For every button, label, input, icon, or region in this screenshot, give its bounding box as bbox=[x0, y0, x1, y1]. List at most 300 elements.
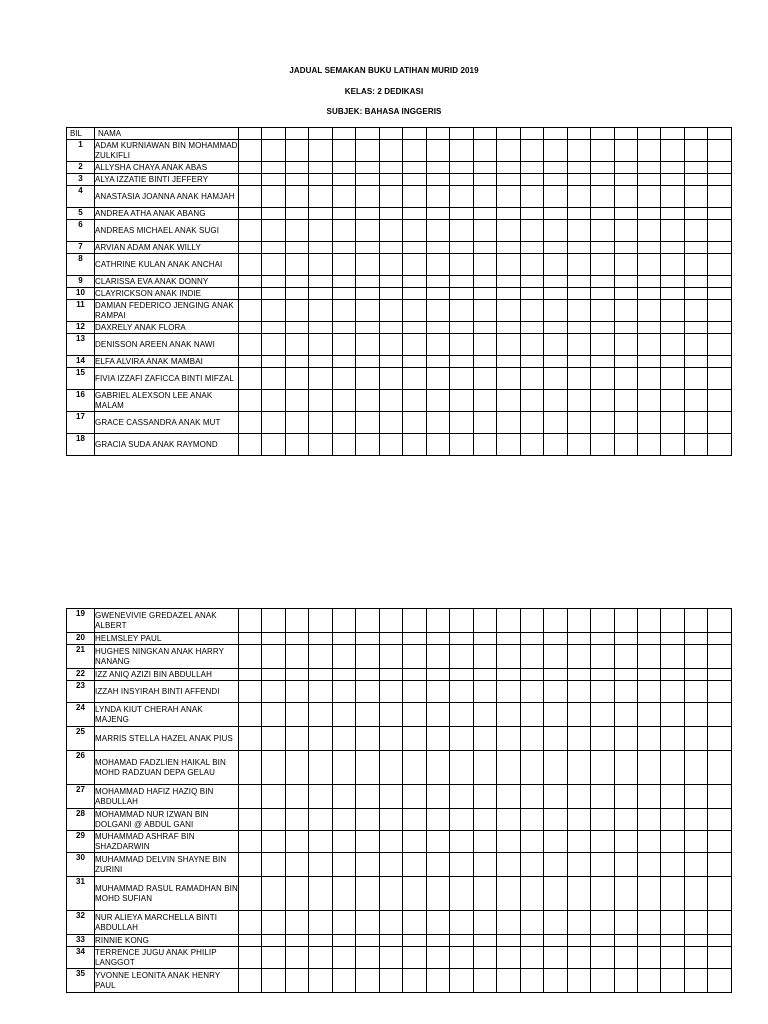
check-cell[interactable] bbox=[285, 434, 308, 456]
check-cell[interactable] bbox=[473, 703, 496, 727]
check-cell[interactable] bbox=[285, 703, 308, 727]
check-cell[interactable] bbox=[544, 609, 567, 633]
check-cell[interactable] bbox=[591, 140, 614, 162]
check-cell[interactable] bbox=[684, 633, 707, 645]
check-cell[interactable] bbox=[544, 140, 567, 162]
check-cell[interactable] bbox=[614, 390, 637, 412]
check-cell[interactable] bbox=[614, 322, 637, 334]
check-cell[interactable] bbox=[544, 300, 567, 322]
check-cell[interactable] bbox=[379, 220, 402, 242]
check-cell[interactable] bbox=[309, 669, 332, 681]
check-cell[interactable] bbox=[567, 412, 590, 434]
check-cell[interactable] bbox=[567, 645, 590, 669]
check-cell[interactable] bbox=[332, 288, 355, 300]
check-cell[interactable] bbox=[379, 703, 402, 727]
check-cell[interactable] bbox=[403, 681, 426, 703]
check-cell[interactable] bbox=[708, 947, 731, 969]
check-cell[interactable] bbox=[262, 334, 285, 356]
check-cell[interactable] bbox=[473, 751, 496, 785]
check-cell[interactable] bbox=[497, 703, 520, 727]
check-cell[interactable] bbox=[426, 831, 449, 853]
check-cell[interactable] bbox=[567, 785, 590, 809]
check-cell[interactable] bbox=[661, 334, 684, 356]
check-cell[interactable] bbox=[591, 434, 614, 456]
check-cell[interactable] bbox=[473, 645, 496, 669]
check-cell[interactable] bbox=[426, 703, 449, 727]
check-cell[interactable] bbox=[285, 831, 308, 853]
check-cell[interactable] bbox=[708, 174, 731, 186]
check-cell[interactable] bbox=[309, 831, 332, 853]
check-cell[interactable] bbox=[544, 242, 567, 254]
check-cell[interactable] bbox=[473, 412, 496, 434]
check-cell[interactable] bbox=[637, 390, 660, 412]
check-cell[interactable] bbox=[637, 220, 660, 242]
check-cell[interactable] bbox=[426, 809, 449, 831]
check-cell[interactable] bbox=[426, 877, 449, 911]
check-cell[interactable] bbox=[356, 288, 379, 300]
check-cell[interactable] bbox=[544, 809, 567, 831]
check-cell[interactable] bbox=[262, 242, 285, 254]
check-cell[interactable] bbox=[356, 935, 379, 947]
check-cell[interactable] bbox=[426, 140, 449, 162]
check-cell[interactable] bbox=[450, 681, 473, 703]
check-cell[interactable] bbox=[637, 140, 660, 162]
check-cell[interactable] bbox=[356, 633, 379, 645]
check-cell[interactable] bbox=[708, 727, 731, 751]
check-cell[interactable] bbox=[332, 208, 355, 220]
check-cell[interactable] bbox=[262, 969, 285, 993]
check-cell[interactable] bbox=[684, 877, 707, 911]
check-cell[interactable] bbox=[637, 751, 660, 785]
check-cell[interactable] bbox=[684, 935, 707, 947]
check-cell[interactable] bbox=[591, 356, 614, 368]
check-cell[interactable] bbox=[567, 911, 590, 935]
check-cell[interactable] bbox=[708, 368, 731, 390]
check-cell[interactable] bbox=[309, 809, 332, 831]
check-cell[interactable] bbox=[661, 434, 684, 456]
check-cell[interactable] bbox=[239, 633, 262, 645]
check-cell[interactable] bbox=[285, 174, 308, 186]
check-cell[interactable] bbox=[567, 947, 590, 969]
check-cell[interactable] bbox=[239, 969, 262, 993]
check-cell[interactable] bbox=[403, 831, 426, 853]
check-cell[interactable] bbox=[614, 174, 637, 186]
check-cell[interactable] bbox=[426, 935, 449, 947]
check-cell[interactable] bbox=[403, 412, 426, 434]
check-cell[interactable] bbox=[262, 300, 285, 322]
check-cell[interactable] bbox=[426, 276, 449, 288]
check-cell[interactable] bbox=[708, 633, 731, 645]
check-cell[interactable] bbox=[591, 727, 614, 751]
check-cell[interactable] bbox=[614, 368, 637, 390]
check-cell[interactable] bbox=[356, 645, 379, 669]
check-cell[interactable] bbox=[637, 368, 660, 390]
check-cell[interactable] bbox=[426, 911, 449, 935]
check-cell[interactable] bbox=[239, 412, 262, 434]
check-cell[interactable] bbox=[614, 645, 637, 669]
check-cell[interactable] bbox=[332, 390, 355, 412]
check-cell[interactable] bbox=[309, 322, 332, 334]
check-cell[interactable] bbox=[356, 853, 379, 877]
check-cell[interactable] bbox=[426, 609, 449, 633]
check-cell[interactable] bbox=[637, 727, 660, 751]
check-cell[interactable] bbox=[285, 727, 308, 751]
check-cell[interactable] bbox=[309, 288, 332, 300]
check-cell[interactable] bbox=[332, 831, 355, 853]
check-cell[interactable] bbox=[262, 809, 285, 831]
check-cell[interactable] bbox=[520, 681, 543, 703]
check-cell[interactable] bbox=[520, 368, 543, 390]
check-cell[interactable] bbox=[684, 390, 707, 412]
check-cell[interactable] bbox=[497, 633, 520, 645]
check-cell[interactable] bbox=[356, 681, 379, 703]
check-cell[interactable] bbox=[567, 140, 590, 162]
check-cell[interactable] bbox=[332, 254, 355, 276]
check-cell[interactable] bbox=[450, 703, 473, 727]
check-cell[interactable] bbox=[661, 242, 684, 254]
check-cell[interactable] bbox=[544, 288, 567, 300]
check-cell[interactable] bbox=[567, 162, 590, 174]
check-cell[interactable] bbox=[356, 969, 379, 993]
check-cell[interactable] bbox=[544, 703, 567, 727]
check-cell[interactable] bbox=[497, 809, 520, 831]
check-cell[interactable] bbox=[567, 128, 590, 140]
check-cell[interactable] bbox=[520, 300, 543, 322]
check-cell[interactable] bbox=[309, 390, 332, 412]
check-cell[interactable] bbox=[520, 645, 543, 669]
check-cell[interactable] bbox=[450, 390, 473, 412]
check-cell[interactable] bbox=[332, 174, 355, 186]
check-cell[interactable] bbox=[379, 208, 402, 220]
check-cell[interactable] bbox=[403, 186, 426, 208]
check-cell[interactable] bbox=[591, 300, 614, 322]
check-cell[interactable] bbox=[497, 162, 520, 174]
check-cell[interactable] bbox=[426, 254, 449, 276]
check-cell[interactable] bbox=[637, 809, 660, 831]
check-cell[interactable] bbox=[262, 853, 285, 877]
check-cell[interactable] bbox=[591, 947, 614, 969]
check-cell[interactable] bbox=[403, 853, 426, 877]
check-cell[interactable] bbox=[614, 412, 637, 434]
check-cell[interactable] bbox=[497, 300, 520, 322]
check-cell[interactable] bbox=[262, 220, 285, 242]
check-cell[interactable] bbox=[332, 609, 355, 633]
check-cell[interactable] bbox=[520, 356, 543, 368]
check-cell[interactable] bbox=[332, 703, 355, 727]
check-cell[interactable] bbox=[309, 186, 332, 208]
check-cell[interactable] bbox=[591, 174, 614, 186]
check-cell[interactable] bbox=[567, 174, 590, 186]
check-cell[interactable] bbox=[637, 434, 660, 456]
check-cell[interactable] bbox=[450, 242, 473, 254]
check-cell[interactable] bbox=[239, 751, 262, 785]
check-cell[interactable] bbox=[356, 831, 379, 853]
check-cell[interactable] bbox=[661, 276, 684, 288]
check-cell[interactable] bbox=[614, 276, 637, 288]
check-cell[interactable] bbox=[497, 831, 520, 853]
check-cell[interactable] bbox=[473, 681, 496, 703]
check-cell[interactable] bbox=[309, 356, 332, 368]
check-cell[interactable] bbox=[379, 300, 402, 322]
check-cell[interactable] bbox=[379, 751, 402, 785]
check-cell[interactable] bbox=[614, 727, 637, 751]
check-cell[interactable] bbox=[708, 186, 731, 208]
check-cell[interactable] bbox=[356, 276, 379, 288]
check-cell[interactable] bbox=[262, 128, 285, 140]
check-cell[interactable] bbox=[332, 645, 355, 669]
check-cell[interactable] bbox=[403, 300, 426, 322]
check-cell[interactable] bbox=[637, 242, 660, 254]
check-cell[interactable] bbox=[426, 220, 449, 242]
check-cell[interactable] bbox=[497, 911, 520, 935]
check-cell[interactable] bbox=[262, 174, 285, 186]
check-cell[interactable] bbox=[497, 681, 520, 703]
check-cell[interactable] bbox=[591, 969, 614, 993]
check-cell[interactable] bbox=[262, 831, 285, 853]
check-cell[interactable] bbox=[520, 208, 543, 220]
check-cell[interactable] bbox=[239, 609, 262, 633]
check-cell[interactable] bbox=[262, 140, 285, 162]
check-cell[interactable] bbox=[262, 390, 285, 412]
check-cell[interactable] bbox=[332, 128, 355, 140]
check-cell[interactable] bbox=[356, 412, 379, 434]
check-cell[interactable] bbox=[614, 703, 637, 727]
check-cell[interactable] bbox=[379, 681, 402, 703]
check-cell[interactable] bbox=[661, 208, 684, 220]
check-cell[interactable] bbox=[450, 208, 473, 220]
check-cell[interactable] bbox=[332, 140, 355, 162]
check-cell[interactable] bbox=[591, 242, 614, 254]
check-cell[interactable] bbox=[661, 356, 684, 368]
check-cell[interactable] bbox=[661, 853, 684, 877]
check-cell[interactable] bbox=[473, 969, 496, 993]
check-cell[interactable] bbox=[684, 254, 707, 276]
check-cell[interactable] bbox=[684, 288, 707, 300]
check-cell[interactable] bbox=[708, 609, 731, 633]
check-cell[interactable] bbox=[426, 969, 449, 993]
check-cell[interactable] bbox=[332, 809, 355, 831]
check-cell[interactable] bbox=[567, 751, 590, 785]
check-cell[interactable] bbox=[661, 831, 684, 853]
check-cell[interactable] bbox=[285, 633, 308, 645]
check-cell[interactable] bbox=[239, 208, 262, 220]
check-cell[interactable] bbox=[239, 368, 262, 390]
check-cell[interactable] bbox=[591, 911, 614, 935]
check-cell[interactable] bbox=[403, 174, 426, 186]
check-cell[interactable] bbox=[520, 220, 543, 242]
check-cell[interactable] bbox=[262, 669, 285, 681]
check-cell[interactable] bbox=[520, 831, 543, 853]
check-cell[interactable] bbox=[379, 368, 402, 390]
check-cell[interactable] bbox=[332, 434, 355, 456]
check-cell[interactable] bbox=[567, 220, 590, 242]
check-cell[interactable] bbox=[426, 300, 449, 322]
check-cell[interactable] bbox=[614, 186, 637, 208]
check-cell[interactable] bbox=[661, 785, 684, 809]
check-cell[interactable] bbox=[544, 877, 567, 911]
check-cell[interactable] bbox=[285, 242, 308, 254]
check-cell[interactable] bbox=[356, 911, 379, 935]
check-cell[interactable] bbox=[473, 162, 496, 174]
check-cell[interactable] bbox=[708, 703, 731, 727]
check-cell[interactable] bbox=[567, 208, 590, 220]
check-cell[interactable] bbox=[379, 877, 402, 911]
check-cell[interactable] bbox=[497, 356, 520, 368]
check-cell[interactable] bbox=[285, 785, 308, 809]
check-cell[interactable] bbox=[473, 334, 496, 356]
check-cell[interactable] bbox=[262, 434, 285, 456]
check-cell[interactable] bbox=[567, 609, 590, 633]
check-cell[interactable] bbox=[403, 322, 426, 334]
check-cell[interactable] bbox=[637, 633, 660, 645]
check-cell[interactable] bbox=[379, 322, 402, 334]
check-cell[interactable] bbox=[614, 220, 637, 242]
check-cell[interactable] bbox=[426, 322, 449, 334]
check-cell[interactable] bbox=[544, 853, 567, 877]
check-cell[interactable] bbox=[684, 140, 707, 162]
check-cell[interactable] bbox=[567, 300, 590, 322]
check-cell[interactable] bbox=[497, 669, 520, 681]
check-cell[interactable] bbox=[309, 633, 332, 645]
check-cell[interactable] bbox=[379, 356, 402, 368]
check-cell[interactable] bbox=[614, 877, 637, 911]
check-cell[interactable] bbox=[567, 727, 590, 751]
check-cell[interactable] bbox=[684, 785, 707, 809]
check-cell[interactable] bbox=[285, 254, 308, 276]
check-cell[interactable] bbox=[497, 128, 520, 140]
check-cell[interactable] bbox=[544, 633, 567, 645]
check-cell[interactable] bbox=[473, 935, 496, 947]
check-cell[interactable] bbox=[684, 174, 707, 186]
check-cell[interactable] bbox=[520, 727, 543, 751]
check-cell[interactable] bbox=[285, 911, 308, 935]
check-cell[interactable] bbox=[239, 947, 262, 969]
check-cell[interactable] bbox=[684, 220, 707, 242]
check-cell[interactable] bbox=[356, 208, 379, 220]
check-cell[interactable] bbox=[379, 412, 402, 434]
check-cell[interactable] bbox=[520, 288, 543, 300]
check-cell[interactable] bbox=[285, 186, 308, 208]
check-cell[interactable] bbox=[450, 174, 473, 186]
check-cell[interactable] bbox=[426, 390, 449, 412]
check-cell[interactable] bbox=[614, 609, 637, 633]
check-cell[interactable] bbox=[356, 254, 379, 276]
check-cell[interactable] bbox=[426, 947, 449, 969]
check-cell[interactable] bbox=[239, 785, 262, 809]
check-cell[interactable] bbox=[309, 703, 332, 727]
check-cell[interactable] bbox=[567, 633, 590, 645]
check-cell[interactable] bbox=[332, 669, 355, 681]
check-cell[interactable] bbox=[637, 703, 660, 727]
check-cell[interactable] bbox=[379, 645, 402, 669]
check-cell[interactable] bbox=[285, 645, 308, 669]
check-cell[interactable] bbox=[356, 877, 379, 911]
check-cell[interactable] bbox=[285, 751, 308, 785]
check-cell[interactable] bbox=[708, 356, 731, 368]
check-cell[interactable] bbox=[332, 412, 355, 434]
check-cell[interactable] bbox=[309, 681, 332, 703]
check-cell[interactable] bbox=[591, 288, 614, 300]
check-cell[interactable] bbox=[497, 434, 520, 456]
check-cell[interactable] bbox=[285, 877, 308, 911]
check-cell[interactable] bbox=[450, 140, 473, 162]
check-cell[interactable] bbox=[332, 162, 355, 174]
check-cell[interactable] bbox=[239, 681, 262, 703]
check-cell[interactable] bbox=[426, 434, 449, 456]
check-cell[interactable] bbox=[332, 877, 355, 911]
check-cell[interactable] bbox=[520, 751, 543, 785]
check-cell[interactable] bbox=[426, 645, 449, 669]
check-cell[interactable] bbox=[450, 751, 473, 785]
check-cell[interactable] bbox=[544, 390, 567, 412]
check-cell[interactable] bbox=[591, 208, 614, 220]
check-cell[interactable] bbox=[661, 128, 684, 140]
check-cell[interactable] bbox=[285, 322, 308, 334]
check-cell[interactable] bbox=[309, 853, 332, 877]
check-cell[interactable] bbox=[591, 853, 614, 877]
check-cell[interactable] bbox=[285, 609, 308, 633]
check-cell[interactable] bbox=[637, 128, 660, 140]
check-cell[interactable] bbox=[285, 969, 308, 993]
check-cell[interactable] bbox=[520, 853, 543, 877]
check-cell[interactable] bbox=[708, 935, 731, 947]
check-cell[interactable] bbox=[262, 935, 285, 947]
check-cell[interactable] bbox=[450, 322, 473, 334]
check-cell[interactable] bbox=[403, 947, 426, 969]
check-cell[interactable] bbox=[520, 334, 543, 356]
check-cell[interactable] bbox=[309, 751, 332, 785]
check-cell[interactable] bbox=[356, 174, 379, 186]
check-cell[interactable] bbox=[591, 785, 614, 809]
check-cell[interactable] bbox=[262, 785, 285, 809]
check-cell[interactable] bbox=[708, 140, 731, 162]
check-cell[interactable] bbox=[591, 703, 614, 727]
check-cell[interactable] bbox=[708, 669, 731, 681]
check-cell[interactable] bbox=[567, 368, 590, 390]
check-cell[interactable] bbox=[450, 609, 473, 633]
check-cell[interactable] bbox=[239, 935, 262, 947]
check-cell[interactable] bbox=[426, 128, 449, 140]
check-cell[interactable] bbox=[544, 128, 567, 140]
check-cell[interactable] bbox=[356, 809, 379, 831]
check-cell[interactable] bbox=[379, 288, 402, 300]
check-cell[interactable] bbox=[473, 128, 496, 140]
check-cell[interactable] bbox=[379, 727, 402, 751]
check-cell[interactable] bbox=[332, 276, 355, 288]
check-cell[interactable] bbox=[684, 276, 707, 288]
check-cell[interactable] bbox=[239, 809, 262, 831]
check-cell[interactable] bbox=[332, 300, 355, 322]
check-cell[interactable] bbox=[591, 186, 614, 208]
check-cell[interactable] bbox=[637, 877, 660, 911]
check-cell[interactable] bbox=[544, 412, 567, 434]
check-cell[interactable] bbox=[637, 645, 660, 669]
check-cell[interactable] bbox=[591, 751, 614, 785]
check-cell[interactable] bbox=[403, 809, 426, 831]
check-cell[interactable] bbox=[356, 322, 379, 334]
check-cell[interactable] bbox=[379, 969, 402, 993]
check-cell[interactable] bbox=[403, 785, 426, 809]
check-cell[interactable] bbox=[239, 877, 262, 911]
check-cell[interactable] bbox=[332, 947, 355, 969]
check-cell[interactable] bbox=[684, 434, 707, 456]
check-cell[interactable] bbox=[637, 276, 660, 288]
check-cell[interactable] bbox=[285, 390, 308, 412]
check-cell[interactable] bbox=[426, 368, 449, 390]
check-cell[interactable] bbox=[497, 785, 520, 809]
check-cell[interactable] bbox=[309, 368, 332, 390]
check-cell[interactable] bbox=[285, 208, 308, 220]
